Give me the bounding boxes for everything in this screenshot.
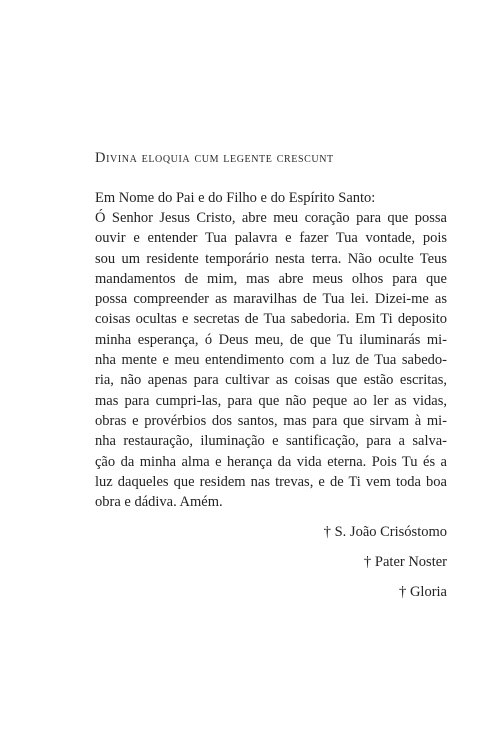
prayer-line: Ó Senhor Jesus Cristo, abre meu coração para que possa <box>95 210 447 226</box>
prayer-line: mandamentos de mim, mas abre meus olhos para que <box>95 270 447 287</box>
attribution-line <box>323 518 447 546</box>
prayer-text <box>95 208 447 512</box>
prayer-line: ria, não apenas para cultivar as coisas que estão escritas, <box>95 372 447 389</box>
closing-block <box>323 518 447 606</box>
prayer-line: ção da minha alma e herança da vida eterna. Pois Tu és a <box>95 453 447 470</box>
prayer-line: nha mente e meu entendimento com a luz de Tua sabedo- <box>95 352 447 369</box>
prayer-line: coisas ocultas e secretas de Tua sabedoria. Em Ti deposito <box>95 311 447 328</box>
cross-icon: † <box>323 524 331 540</box>
prayer-line: sou um residente temporário nesta terra. Não oculte Teus <box>95 250 447 267</box>
prayer-line: obras e provérbios dos santos, mas para que sirvam à mi- <box>95 412 447 429</box>
gloria-text: Gloria <box>409 584 447 600</box>
prayer-line: mas para cumpri-las, para que não peque ao ler as vidas, <box>95 392 447 409</box>
cross-icon: † <box>363 554 372 570</box>
attribution-text: S. João Crisóstomo <box>334 524 447 540</box>
prayer-line: ouvir e entender Tua palavra e fazer Tua vontade, pois <box>95 230 447 247</box>
prayer-line: luz daqueles que residem nas trevas, e de Ti vem toda boa <box>95 473 447 490</box>
pater-noster-text: Pater Noster <box>374 554 447 570</box>
gloria-line <box>323 578 447 606</box>
prayer-line: minha esperança, ó Deus meu, de que Tu iluminarás mi- <box>95 331 447 348</box>
page-heading: Divina eloquia cum legente crescunt <box>95 150 334 166</box>
prayer-line: possa compreender as maravilhas de Tua lei. Dizei-me as <box>95 291 447 308</box>
prayer-line: obra e dádiva. Amém. <box>95 494 223 511</box>
prayer-line: nha restauração, iluminação e santificação, para a salva- <box>95 433 447 450</box>
invocation-line: Em Nome do Pai e do Filho e do Espírito Santo: <box>95 190 376 206</box>
pater-noster-line <box>323 548 447 576</box>
cross-icon: † <box>398 584 407 600</box>
